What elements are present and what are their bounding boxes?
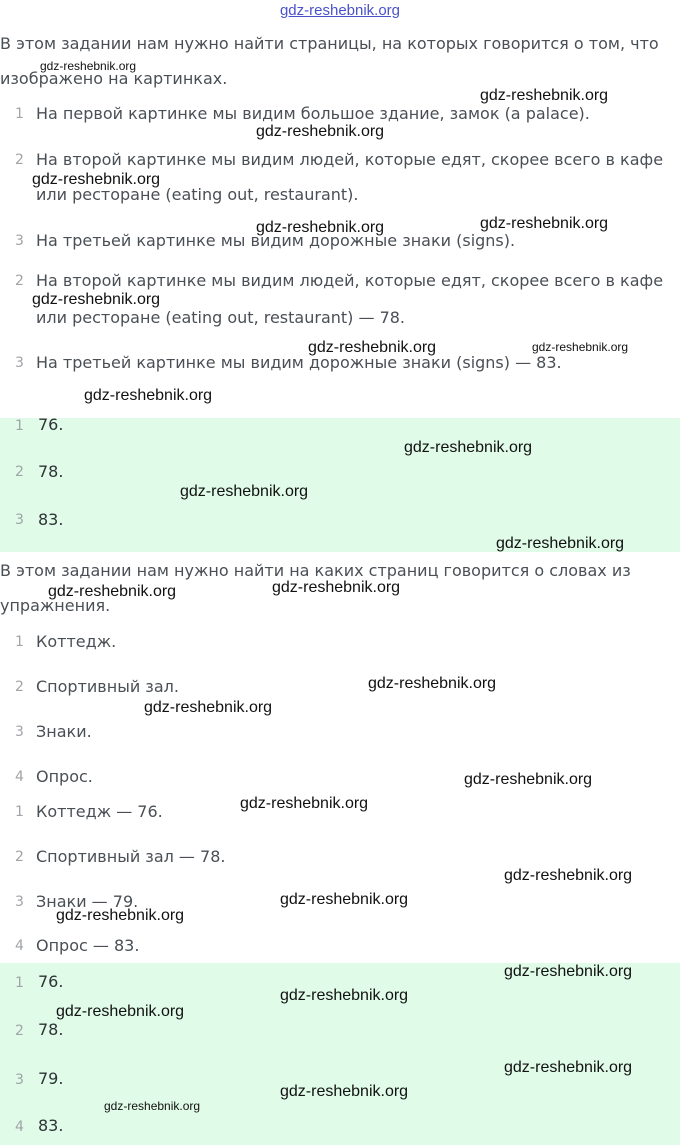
answer-text: 78. <box>38 1020 64 1039</box>
list-item-text: Спортивный зал — 78. <box>36 847 226 866</box>
list-item-text: На первой картинке мы видим большое здание, замок (a palace). <box>36 104 590 123</box>
list-item-text: На второй картинке мы видим людей, которые едят, скорее всего в кафе <box>36 271 664 290</box>
list-item-text-continued: или ресторане (eating out, restaurant) — 78. <box>36 308 406 327</box>
watermark-text: gdz-reshebnik.org <box>144 699 273 716</box>
watermark-text: gdz-reshebnik.org <box>280 891 409 908</box>
section1-answer-box <box>0 415 680 552</box>
watermark-text: gdz-reshebnik.org <box>56 907 185 924</box>
watermark-text: gdz-reshebnik.org <box>272 579 401 596</box>
watermark-text: gdz-reshebnik.org <box>180 483 309 500</box>
list-item-number: 2 <box>15 152 24 168</box>
list-item-text: На третьей картинке мы видим дорожные знаки (signs) — 83. <box>36 353 562 372</box>
watermark-text: gdz-reshebnik.org <box>496 535 625 552</box>
section2-intro-line2: упражнения. <box>0 596 111 615</box>
answer-number: 2 <box>15 464 24 480</box>
watermark-text: gdz-reshebnik.org <box>256 123 385 140</box>
list-item-text: Опрос. <box>36 767 93 786</box>
answer-number: 1 <box>15 418 24 434</box>
answer-text: 76. <box>38 415 64 434</box>
watermark-text: gdz-reshebnik.org <box>280 987 409 1004</box>
answer-text: 78. <box>38 462 64 481</box>
list-item-text: На второй картинке мы видим людей, которые едят, скорее всего в кафе <box>36 150 664 169</box>
watermark-text: gdz-reshebnik.org <box>464 771 593 788</box>
watermark-text: gdz-reshebnik.org <box>32 291 161 308</box>
list-item-number: 4 <box>15 769 24 785</box>
list-item-number: 2 <box>15 273 24 289</box>
watermark-text: gdz-reshebnik.org <box>240 795 369 812</box>
watermark-text: gdz-reshebnik.org <box>256 219 385 236</box>
list-item-text: Знаки. <box>36 722 92 741</box>
answer-text: 79. <box>38 1069 64 1088</box>
list-item-text: Опрос — 83. <box>36 936 140 955</box>
answer-number: 2 <box>15 1023 24 1039</box>
watermark-text: gdz-reshebnik.org <box>40 59 137 73</box>
watermark-text: gdz-reshebnik.org <box>480 87 609 104</box>
section1-intro-line1: В этом задании нам нужно найти страницы, на которых говорится о том, что <box>0 34 659 53</box>
list-item-number: 3 <box>15 355 24 371</box>
list-item-text: Коттедж — 76. <box>36 802 163 821</box>
watermark-text: gdz-reshebnik.org <box>308 339 437 356</box>
watermark-text: gdz-reshebnik.org <box>504 867 633 884</box>
watermark-text: gdz-reshebnik.org <box>32 171 161 188</box>
answer-number: 3 <box>15 512 24 528</box>
watermark-text: gdz-reshebnik.org <box>504 1059 633 1076</box>
list-item-number: 4 <box>15 938 24 954</box>
answer-text: 83. <box>38 1116 64 1135</box>
watermark-text: gdz-reshebnik.org <box>84 387 213 404</box>
list-item-text: Коттедж. <box>36 632 117 651</box>
list-item-number: 1 <box>15 106 24 122</box>
list-item-number: 1 <box>15 804 24 820</box>
watermark-text: gdz-reshebnik.org <box>532 340 629 354</box>
list-item-number: 3 <box>15 894 24 910</box>
list-item-text: На третьей картинке мы видим дорожные знаки (signs). <box>36 231 516 250</box>
watermark-text: gdz-reshebnik.org <box>48 583 177 600</box>
list-item-text-continued: или ресторане (eating out, restaurant). <box>36 185 359 204</box>
list-item-number: 3 <box>15 724 24 740</box>
list-item-text: Спортивный зал. <box>36 677 179 696</box>
watermark-text: gdz-reshebnik.org <box>480 215 609 232</box>
list-item-number: 3 <box>15 233 24 249</box>
list-item-text: Знаки — 79. <box>36 892 139 911</box>
section2-intro-line1: В этом задании нам нужно найти на каких страниц говорится о словах из <box>0 561 631 580</box>
watermark-text: gdz-reshebnik.org <box>504 963 633 980</box>
answer-text: 76. <box>38 972 64 991</box>
list-item-number: 1 <box>15 634 24 650</box>
watermark-text: gdz-reshebnik.org <box>56 1003 185 1020</box>
section1-intro-line2: изображено на картинках. <box>0 69 228 88</box>
answer-text: 83. <box>38 510 64 529</box>
watermark-text: gdz-reshebnik.org <box>280 1083 409 1100</box>
watermark-text: gdz-reshebnik.org <box>104 1099 201 1113</box>
watermark-text: gdz-reshebnik.org <box>404 439 533 456</box>
watermark-text: gdz-reshebnik.org <box>368 675 497 692</box>
answer-number: 1 <box>15 975 24 991</box>
list-item-number: 2 <box>15 679 24 695</box>
list-item-number: 2 <box>15 849 24 865</box>
site-title[interactable]: gdz-reshebnik.org <box>279 2 401 19</box>
answer-number: 4 <box>15 1119 24 1135</box>
answer-number: 3 <box>15 1072 24 1088</box>
